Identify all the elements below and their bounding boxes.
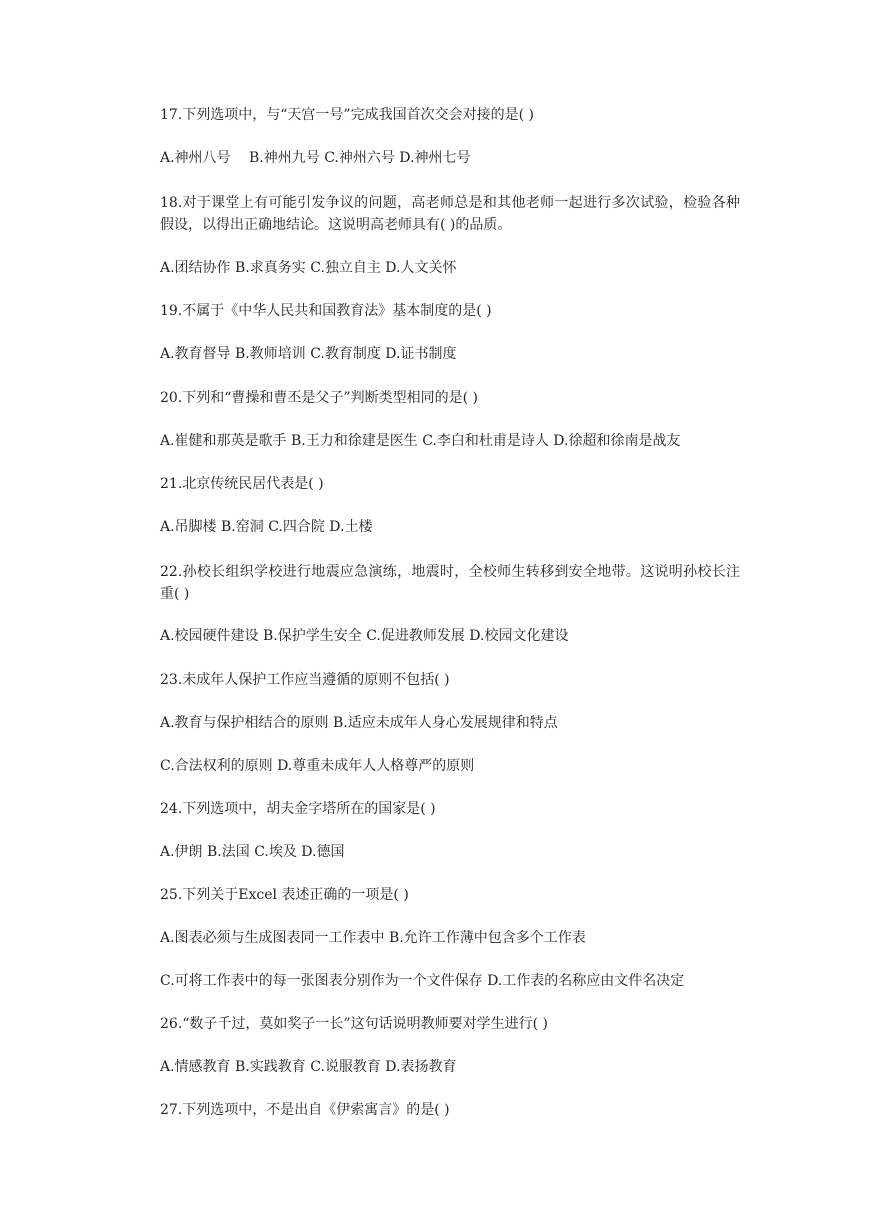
options-25-line-2: C.可将工作表中的每一张图表分别作为一个文件保存 D.工作表的名称应由文件名决定 bbox=[160, 973, 685, 989]
options-26: A.情感教育 B.实践教育 C.说服教育 D.表扬教育 bbox=[160, 1059, 457, 1075]
options-18: A.团结协作 B.求真务实 C.独立自主 D.人文关怀 bbox=[160, 260, 457, 276]
question-26: 26.“数子千过，莫如奖子一长”这句话说明教师要对学生进行( ) bbox=[160, 1016, 548, 1032]
question-21: 21.北京传统民居代表是( ) bbox=[160, 476, 324, 492]
options-20: A.崔健和那英是歌手 B.王力和徐建是医生 C.李白和杜甫是诗人 D.徐超和徐南是战友 bbox=[160, 433, 681, 449]
question-27: 27.下列选项中，不是出自《伊索寓言》的是( ) bbox=[160, 1102, 450, 1118]
question-19: 19.不属于《中华人民共和国教育法》基本制度的是( ) bbox=[160, 303, 492, 319]
options-19: A.教育督导 B.教师培训 C.教育制度 D.证书制度 bbox=[160, 346, 457, 362]
options-22: A.校园硬件建设 B.保护学生安全 C.促进教师发展 D.校园文化建设 bbox=[160, 628, 569, 644]
options-17: A.神州八号 B.神州九号 C.神州六号 D.神州七号 bbox=[160, 150, 471, 166]
options-24: A.伊朗 B.法国 C.埃及 D.德国 bbox=[160, 844, 345, 860]
options-21: A.吊脚楼 B.窑洞 C.四合院 D.土楼 bbox=[160, 519, 373, 535]
question-24: 24.下列选项中，胡夫金字塔所在的国家是( ) bbox=[160, 801, 436, 817]
options-25-line-1: A.图表必须与生成图表同一工作表中 B.允许工作薄中包含多个工作表 bbox=[160, 930, 586, 946]
question-20: 20.下列和“曹操和曹丕是父子”判断类型相同的是( ) bbox=[160, 390, 478, 406]
options-23-line-1: A.教育与保护相结合的原则 B.适应未成年人身心发展规律和特点 bbox=[160, 715, 558, 731]
question-23: 23.未成年人保护工作应当遵循的原则不包括( ) bbox=[160, 672, 450, 688]
question-25: 25.下列关于Excel 表述正确的一项是( ) bbox=[160, 887, 409, 903]
question-22: 22.孙校长组织学校进行地震应急演练，地震时，全校师生转移到安全地带。这说明孙校长注重( ) bbox=[160, 564, 740, 602]
question-17: 17.下列选项中，与“天宫一号”完成我国首次交会对接的是( ) bbox=[160, 107, 534, 123]
question-18: 18.对于课堂上有可能引发争议的问题，高老师总是和其他老师一起进行多次试验，检验各种假设，以得出正确地结论。这说明高老师具有( )的品质。 bbox=[160, 195, 740, 233]
options-23-line-2: C.合法权利的原则 D.尊重未成年人人格尊严的原则 bbox=[160, 758, 475, 774]
